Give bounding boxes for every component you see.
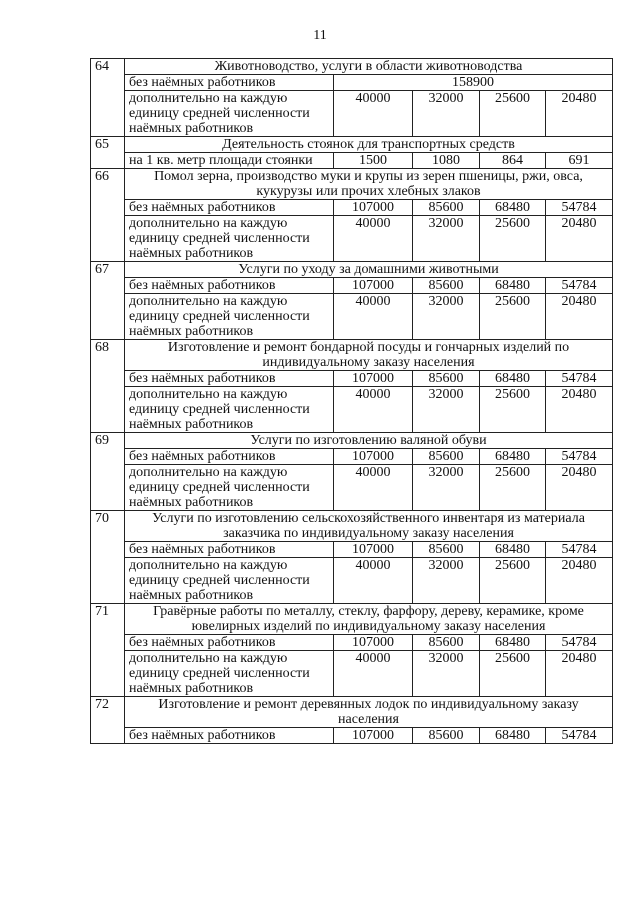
value-cell: 68480 [480, 278, 546, 294]
activity-title: Услуги по уходу за домашними животными [125, 262, 613, 278]
value-cell: 25600 [480, 465, 546, 511]
table-row [91, 604, 613, 635]
value-cell: 85600 [413, 542, 480, 558]
value-cell: 20480 [546, 294, 613, 340]
table-row [91, 558, 613, 604]
value-cell: 32000 [413, 91, 480, 137]
value-cell: 20480 [546, 651, 613, 697]
activity-title: Животноводство, услуги в области животноводства [125, 59, 613, 75]
row-label: без наёмных работников [125, 449, 334, 465]
table-row [91, 340, 613, 371]
value-cell: 40000 [334, 216, 413, 262]
row-label: дополнительно на каждую единицу средней численности наёмных работников [125, 216, 334, 262]
value-cell: 1500 [334, 153, 413, 169]
value-cell: 85600 [413, 371, 480, 387]
value-cell: 20480 [546, 558, 613, 604]
value-cell: 32000 [413, 651, 480, 697]
value-cell: 107000 [334, 635, 413, 651]
value-cell: 54784 [546, 278, 613, 294]
value-cell: 32000 [413, 465, 480, 511]
table-row [91, 169, 613, 200]
row-number: 68 [91, 340, 125, 433]
value-cell: 107000 [334, 542, 413, 558]
value-cell: 20480 [546, 387, 613, 433]
activity-title: Изготовление и ремонт деревянных лодок по индивидуальному заказу населения [125, 697, 613, 728]
row-number: 65 [91, 137, 125, 169]
value-cell: 85600 [413, 449, 480, 465]
value-cell: 68480 [480, 542, 546, 558]
row-label: без наёмных работников [125, 200, 334, 216]
table-row [91, 262, 613, 278]
row-label: дополнительно на каждую единицу средней численности наёмных работников [125, 465, 334, 511]
row-number: 66 [91, 169, 125, 262]
value-cell: 85600 [413, 728, 480, 744]
row-number: 71 [91, 604, 125, 697]
table-row [91, 465, 613, 511]
table-row [91, 91, 613, 137]
value-cell: 25600 [480, 216, 546, 262]
value-cell: 54784 [546, 728, 613, 744]
table-row [91, 728, 613, 744]
table-row [91, 387, 613, 433]
page-number: 11 [313, 28, 327, 43]
value-cell: 40000 [334, 651, 413, 697]
table-row [91, 59, 613, 75]
value-cell: 107000 [334, 728, 413, 744]
value-cell: 25600 [480, 91, 546, 137]
table-row [91, 651, 613, 697]
value-cell: 40000 [334, 294, 413, 340]
row-label: без наёмных работников [125, 542, 334, 558]
value-cell: 158900 [334, 75, 613, 91]
table-row [91, 75, 613, 91]
table-row [91, 200, 613, 216]
value-cell: 54784 [546, 635, 613, 651]
value-cell: 40000 [334, 465, 413, 511]
value-cell: 864 [480, 153, 546, 169]
value-cell: 107000 [334, 371, 413, 387]
table-row [91, 153, 613, 169]
activity-title: Гравёрные работы по металлу, стеклу, фарфору, дереву, керамике, кроме ювелирных изделий по индивидуальному заказу населения [125, 604, 613, 635]
value-cell: 107000 [334, 200, 413, 216]
row-label: дополнительно на каждую единицу средней численности наёмных работников [125, 387, 334, 433]
table-row [91, 216, 613, 262]
table-row [91, 278, 613, 294]
value-cell: 107000 [334, 278, 413, 294]
table-row [91, 433, 613, 449]
value-cell: 32000 [413, 216, 480, 262]
value-cell: 32000 [413, 387, 480, 433]
value-cell: 25600 [480, 651, 546, 697]
row-label: дополнительно на каждую единицу средней численности наёмных работников [125, 294, 334, 340]
activity-title: Услуги по изготовлению сельскохозяйственного инвентаря из материала заказчика по индивидуальному заказу населения [125, 511, 613, 542]
value-cell: 40000 [334, 91, 413, 137]
value-cell: 85600 [413, 200, 480, 216]
value-cell: 107000 [334, 449, 413, 465]
row-label: дополнительно на каждую единицу средней численности наёмных работников [125, 91, 334, 137]
value-cell: 32000 [413, 294, 480, 340]
row-label: без наёмных работников [125, 75, 334, 91]
value-cell: 85600 [413, 278, 480, 294]
value-cell: 68480 [480, 371, 546, 387]
activity-title: Услуги по изготовлению валяной обуви [125, 433, 613, 449]
value-cell: 54784 [546, 371, 613, 387]
row-label: без наёмных работников [125, 728, 334, 744]
row-number: 72 [91, 697, 125, 744]
row-label: дополнительно на каждую единицу средней численности наёмных работников [125, 558, 334, 604]
row-label: без наёмных работников [125, 371, 334, 387]
value-cell: 68480 [480, 635, 546, 651]
value-cell: 68480 [480, 200, 546, 216]
table-row [91, 635, 613, 651]
value-cell: 54784 [546, 449, 613, 465]
value-cell: 20480 [546, 465, 613, 511]
tariff-table [90, 58, 613, 744]
activity-title: Деятельность стоянок для транспортных средств [125, 137, 613, 153]
value-cell: 68480 [480, 728, 546, 744]
value-cell: 1080 [413, 153, 480, 169]
value-cell: 20480 [546, 91, 613, 137]
table-row [91, 137, 613, 153]
table-row [91, 371, 613, 387]
row-label: без наёмных работников [125, 635, 334, 651]
table-row [91, 294, 613, 340]
value-cell: 32000 [413, 558, 480, 604]
row-label: дополнительно на каждую единицу средней численности наёмных работников [125, 651, 334, 697]
row-label: на 1 кв. метр площади стоянки [125, 153, 334, 169]
activity-title: Изготовление и ремонт бондарной посуды и гончарных изделий по индивидуальному заказу населения [125, 340, 613, 371]
row-label: без наёмных работников [125, 278, 334, 294]
value-cell: 25600 [480, 387, 546, 433]
row-number: 69 [91, 433, 125, 511]
value-cell: 54784 [546, 200, 613, 216]
value-cell: 40000 [334, 558, 413, 604]
row-number: 70 [91, 511, 125, 604]
value-cell: 25600 [480, 294, 546, 340]
table-row [91, 542, 613, 558]
row-number: 64 [91, 59, 125, 137]
activity-title: Помол зерна, производство муки и крупы из зерен пшеницы, ржи, овса, кукурузы или прочих хлебных злаков [125, 169, 613, 200]
value-cell: 25600 [480, 558, 546, 604]
value-cell: 20480 [546, 216, 613, 262]
value-cell: 691 [546, 153, 613, 169]
table-row [91, 449, 613, 465]
value-cell: 85600 [413, 635, 480, 651]
table-row [91, 511, 613, 542]
row-number: 67 [91, 262, 125, 340]
value-cell: 68480 [480, 449, 546, 465]
value-cell: 54784 [546, 542, 613, 558]
value-cell: 40000 [334, 387, 413, 433]
table-row [91, 697, 613, 728]
